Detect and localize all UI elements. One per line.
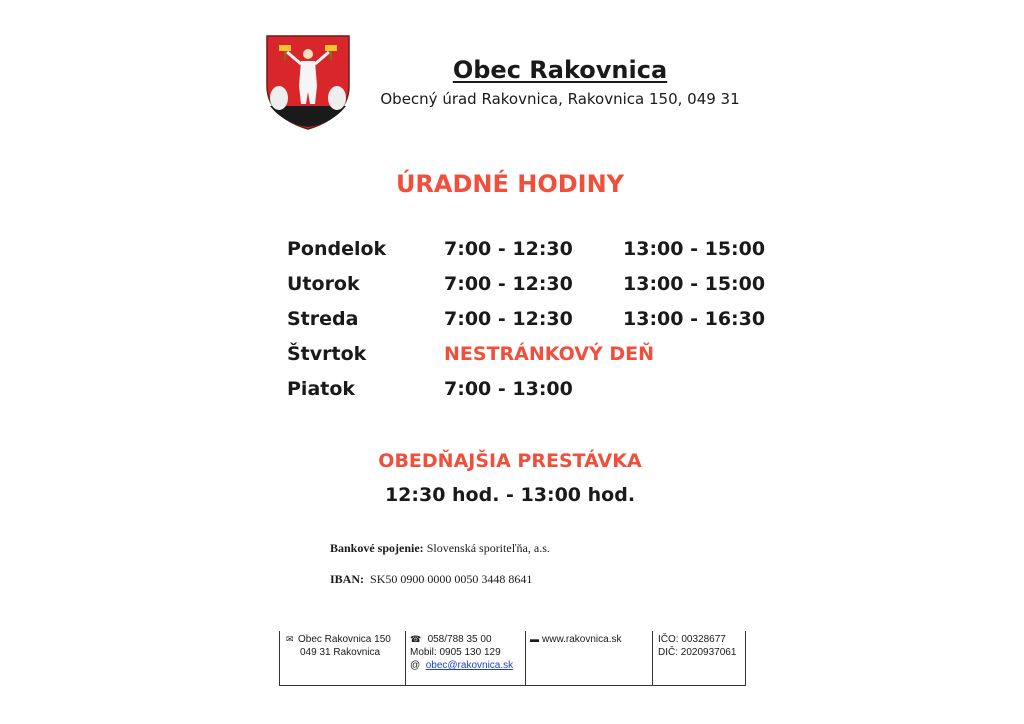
day-label: Štvrtok: [287, 343, 367, 365]
bank-connection: [330, 541, 550, 556]
afternoon-hours: 13:00 - 15:00: [623, 273, 766, 295]
bank-label: Bankové spojenie:: [330, 541, 424, 555]
address-line-1: Obec Rakovnica 150: [298, 634, 391, 645]
closed-day-notice: NESTRÁNKOVÝ DEŇ: [444, 343, 655, 365]
bank-name: Slovenská sporiteľňa, a.s.: [426, 541, 550, 555]
footer-address: [280, 631, 405, 685]
coat-of-arms-icon: [265, 34, 351, 130]
contact-footer: [279, 631, 746, 686]
day-label: Utorok: [287, 273, 360, 295]
footer-ids: [652, 631, 747, 685]
email-link[interactable]: obec@rakovnica.sk: [425, 660, 514, 671]
phone-number: 058/788 35 00: [427, 634, 492, 645]
hours-row-tuesday: [287, 273, 766, 303]
afternoon-hours: 13:00 - 15:00: [623, 238, 766, 260]
hours-row-friday: [287, 378, 757, 408]
hours-row-wednesday: [287, 308, 766, 338]
morning-hours: 7:00 - 13:00: [444, 378, 573, 400]
footer-web: [525, 631, 652, 685]
morning-hours: 7:00 - 12:30: [444, 308, 573, 330]
monitor-icon: ▬: [530, 634, 539, 644]
afternoon-hours: 13:00 - 16:30: [623, 308, 766, 330]
lunch-break-time: 12:30 hod. - 13:00 hod.: [384, 484, 636, 506]
day-label: Streda: [287, 308, 359, 330]
hours-row-monday: [287, 238, 766, 268]
day-label: Piatok: [287, 378, 356, 400]
footer-phones: [405, 631, 525, 685]
at-symbol: @: [410, 660, 421, 671]
lunch-break-title: OBEDŇAJŠIA PRESTÁVKA: [378, 450, 642, 472]
iban-label: IBAN:: [330, 572, 365, 586]
ico-number: IČO: 00328677: [658, 634, 726, 645]
iban-line: [330, 572, 532, 587]
website-link[interactable]: www.rakovnica.sk: [542, 634, 622, 645]
envelope-icon: ✉: [286, 634, 294, 644]
morning-hours: 7:00 - 12:30: [444, 273, 573, 295]
phone-icon: ☎: [410, 634, 422, 644]
office-hours-heading: ÚRADNÉ HODINY: [395, 170, 625, 198]
morning-hours: 7:00 - 12:30: [444, 238, 573, 260]
address-line-2: 049 31 Rakovnica: [300, 647, 381, 658]
office-address: Obecný úrad Rakovnica, Rakovnica 150, 049 31: [380, 90, 740, 108]
iban-value: SK50 0900 0000 0050 3448 8641: [370, 572, 533, 586]
mobile-number: Mobil: 0905 130 129: [410, 647, 501, 658]
municipality-title: Obec Rakovnica: [452, 56, 668, 84]
dic-number: DIČ: 2020937061: [658, 647, 737, 658]
hours-row-thursday: [287, 343, 757, 373]
day-label: Pondelok: [287, 238, 387, 260]
